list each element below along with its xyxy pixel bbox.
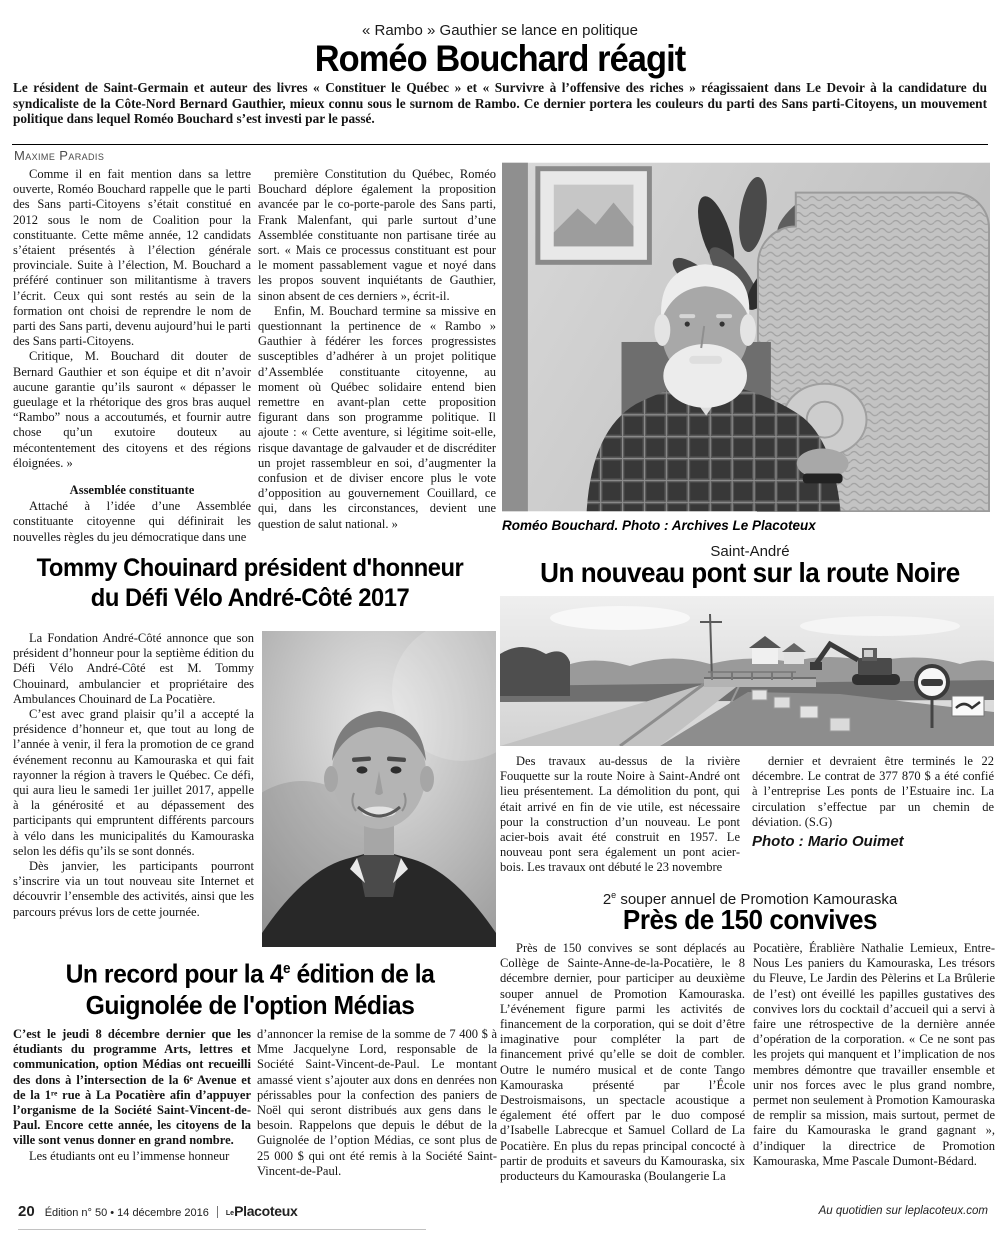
footer-hairline bbox=[18, 1229, 426, 1230]
bouchard-lead: Le résident de Saint-Germain et auteur des livres « Constituer le Québec » et « Survivre à l’offensive des riches » réagissaient dans Le Devoir à la candidature du syndicaliste de la Côte-Nord Bernard Gauthier, mieux connu sous le surnom de Rambo. Ce dernier portera les couleurs du parti des Sans parti-Citoyens, un mouvement politique dans lequel Roméo Bouchard s’est investi par le passé. bbox=[13, 80, 987, 127]
pont-headline: Un nouveau pont sur la route Noire bbox=[540, 557, 960, 588]
convives-kicker-sup: e bbox=[611, 890, 617, 900]
guignolee-headline-line1: Un record pour la 4e édition de la bbox=[65, 958, 435, 989]
brand-le: Le bbox=[225, 1210, 235, 1217]
bouchard-photo-caption: Roméo Bouchard. Photo : Archives Le Placoteux bbox=[502, 518, 816, 533]
bouchard-headline: Roméo Bouchard réagit bbox=[314, 38, 686, 79]
edition-info: Édition n° 50 • 14 décembre 2016 bbox=[44, 1207, 209, 1219]
paragraph: Dès janvier, les participants pourront s’inscrire via un tout nouveau site Internet et découvrir l’ensemble des activités, ainsi que les parcours prévus lors de cette journée. bbox=[13, 859, 254, 919]
pont-column-1 bbox=[500, 754, 740, 886]
bouchard-photo-illustration bbox=[502, 162, 990, 512]
paragraph: C’est avec grand plaisir qu’il a accepté la présidence d’honneur et, que tout au long de l’année à venir, il fera la promotion de ce grand événement reconnu au Kamouraska et qui fait rayonner la région à travers le Québec. Ce défi, qui aura lieu le samedi 1er juillet 2017, appelle à la générosité et au dépassement des participants qui empruntent différents parcours à vélo dans les municipalités du Kamouraska selon les défis qu’ils se sont donnés. bbox=[13, 707, 254, 858]
paragraph: Pocatière, Érablière Nathalie Lemieux, Entre-Nous Les paniers du Kamouraska, Les trésors du Fleuve, Le Jardin des Pèlerins et La Brûlerie de l’est) ont éveillé les papilles gustatives des convives lors du cocktail d’accueil qui a servi à faire une rétrospective de la dernière année d’opération de la corporation. « Ce ne sont pas les projets qui manquent et l’implication de nos membres démontre que travailler ensemble et unir nos forces avec le plus grand nombre, permet non seulement à Promotion Kamouraska de remplir sa mission, mais surtout, permet de faire du Kamouraska le grand gagnant », d’indiquer la directrice de Promotion Kamouraska, Mme Pascale Dumont-Bédard. bbox=[753, 941, 995, 1168]
bouchard-kicker: « Rambo » Gauthier se lance en politique bbox=[361, 22, 638, 39]
chouinard-headline-line1: Tommy Chouinard président d'honneur bbox=[36, 554, 464, 582]
chouinard-headline bbox=[13, 553, 488, 613]
pont-column-2 bbox=[752, 754, 994, 886]
convives-headline: Près de 150 convives bbox=[622, 904, 878, 935]
guignolee-headline-line2: Guignolée de l'option Médias bbox=[85, 989, 415, 1020]
bushes bbox=[500, 647, 570, 696]
guignolee-column-1 bbox=[13, 1027, 251, 1195]
paragraph: d’annoncer la remise de la somme de 7 400 $ à Mme Jacquelyne Lord, responsable de la Société Saint-Vincent-de-Paul. Le montant amassé vient s’ajouter aux dons en denrées non périssables pour la confection des paniers de Noël qui seront distribués aux gens dans le besoin. Rappelons que depuis le début de la Guignolée de l’option Médias, ce sont plus de 25 000 $ qui ont été remis à la Société Saint-Vincent-de-Paul. bbox=[257, 1027, 497, 1178]
guignolee-column-2 bbox=[257, 1027, 497, 1195]
chouinard-headline-line2: du Défi Vélo André-Côté 2017 bbox=[90, 584, 410, 612]
chouinard-photo-illustration bbox=[262, 631, 496, 947]
footer-separator bbox=[217, 1206, 218, 1218]
subhead-assemblee: Assemblée constituante bbox=[69, 483, 195, 498]
lead-rule bbox=[12, 144, 988, 145]
paragraph: Les étudiants ont eu l’immense honneur bbox=[29, 1148, 230, 1163]
bouchard-column-1 bbox=[13, 167, 251, 549]
paragraph: La Fondation André-Côté annonce que son président d’honneur pour la septième édition du Défi Vélo André-Côté est M. Tommy Chouinard, ambulancier et propriétaire des Ambulances Chouinard de La Pocatière. bbox=[13, 631, 254, 706]
paragraph: Des travaux au-dessus de la rivière Fouquette sur la route Noire à Saint-André ont lieu présentement. La démolition du pont, qui était arrivé en fin de vie utile, est nécessaire pour la construction d’un nouveau. Le pont acier-bois avait été construit en 1957. Le nouveau pont sera également un pont acier-bois. Les travaux ont débuté le 23 novembre bbox=[500, 754, 740, 875]
framed-picture bbox=[538, 169, 650, 263]
footer-tagline: Au quotidien sur leplacoteux.com bbox=[818, 1205, 988, 1217]
pont-kicker: Saint-André bbox=[710, 543, 790, 560]
door-edge bbox=[502, 163, 528, 512]
chouinard-column bbox=[13, 631, 254, 948]
paragraph: Près de 150 convives se sont déplacés au Collège de Sainte-Anne-de-la-Pocatière, le 8 décembre dernier, pour participer au deuxième souper annuel de Promotion Kamouraska. L’événement figure parmi les activités de financement de la corporation, qui se doit d’être imaginative pour compléter la part de financement privé qu’elle se doit de combler. Outre le numéro musical et de conte Tango Kamouraska présenté par l’École Destroismaisons, un spectacle acoustique a également été offert par le duo composé d’Isabelle Labrecque et Samuel Collard de La Pocatière. En plus du repas principal concocté à partir de produits et saveurs du Kamouraska, six producteurs du Kamouraska (Boulangerie La bbox=[500, 941, 745, 1184]
byline: Maxime Paradis bbox=[14, 148, 105, 163]
convives-column-1 bbox=[500, 941, 745, 1197]
paragraph: première Constitution du Québec, Roméo Bouchard déplore également la proposition avancée par le co-porte-parole des Sans parti, Frank Malenfant, qui parle surtout d’une Assemblée constituante non partisane tirée au sort. « Mais ce processus constituant est pour le moment passablement vague et noyé dans les propos souvent inquiétants de Gauthier, sinon absent de ces derniers », écrit-il. bbox=[258, 167, 496, 303]
guignolee-headline-sup: e bbox=[283, 961, 291, 977]
paragraph: dernier et devraient être terminés le 22 décembre. Le contrat de 377 870 $ a été confié à l’entreprise Les ponts de l’Estuaire inc. La circulation s’effectue par un chemin de déviation. (S.G) bbox=[752, 754, 994, 829]
convives-kicker-post: souper annuel de Promotion Kamouraska bbox=[616, 891, 898, 908]
paragraph: Critique, M. Bouchard dit douter de Bernard Gauthier et son équipe et dit n’avoir aucune garantie qu’ils sauront « dépasser le gueulage et la rhétorique des gros bras auquel “Rambo” nous a accoutumés, et fournir autre chose qu’un exutoire douteux au mécontentement des citoyens et des régions éloignées. » bbox=[13, 349, 251, 470]
pont-photo bbox=[500, 596, 994, 746]
pont-photo-illustration bbox=[500, 596, 994, 746]
paragraph: Attaché à l’idée d’une Assemblée constituante citoyenne qui définirait les nouvelles règles du jeu démocratique dans une bbox=[13, 499, 251, 544]
footer-left bbox=[18, 1203, 298, 1220]
page-number: 20 bbox=[18, 1203, 35, 1220]
brand-name: Placoteux bbox=[234, 1203, 298, 1219]
paragraph: Enfin, M. Bouchard termine sa missive en questionnant la pertinence de « Rambo » Gauthier à fédérer les forces progressistes susceptibles d’adhérer à un projet politique d’Assemblée constituante citoyenne, au moment où Québec solidaire entend bien remettre en avant-plan cette proposition figurant dans son programme politique. Il ajoute : « Cette aventure, si légitime soit-elle, risque davantage de galvauder et de discréditer un projet rassembleur en soi, d’augmenter la confusion et de diviser encore plus le vote d’opposition au gouvernement Couillard, ce qui, dans les circonstances, devient une question de salut national. » bbox=[258, 303, 496, 531]
convives-kicker-pre: 2 bbox=[602, 891, 612, 908]
chouinard-photo bbox=[262, 631, 496, 947]
pont-photo-credit: Photo : Mario Ouimet bbox=[752, 833, 904, 851]
guignolee-headline bbox=[13, 954, 488, 1021]
bouchard-photo bbox=[502, 162, 990, 512]
convives-column-2 bbox=[753, 941, 995, 1197]
bouchard-column-2 bbox=[258, 167, 496, 537]
paragraph: C’est le jeudi 8 décembre dernier que les étudiants du programme Arts, lettres et communication, option Médias ont recueilli des dons à l’intersection de la 6ᵉ Avenue et de la 1ʳᵉ rue à La Pocatière afin d’appuyer l’organisme de la Société Saint-Vincent-de-Paul. Encore cette année, les citoyens de la ville sont venus donner en grand nombre. bbox=[13, 1027, 251, 1148]
paragraph: Comme il en fait mention dans sa lettre ouverte, Roméo Bouchard rappelle que le parti des Sans parti-Citoyens s’était constitué en 2012 sous le nom de Coalition pour la constituante. Cette même année, 12 candidats s’étaient présentés à l’élection générale provinciale. Suite à l’élection, M. Bouchard a préféré continuer son militantisme à travers l’écrit. Ceux qui sont restés au sein de la formation ont choisi de reprendre le nom de parti des Sans parti, devenu aujourd’hui le parti des Sans parti-Citoyens. bbox=[13, 167, 251, 349]
